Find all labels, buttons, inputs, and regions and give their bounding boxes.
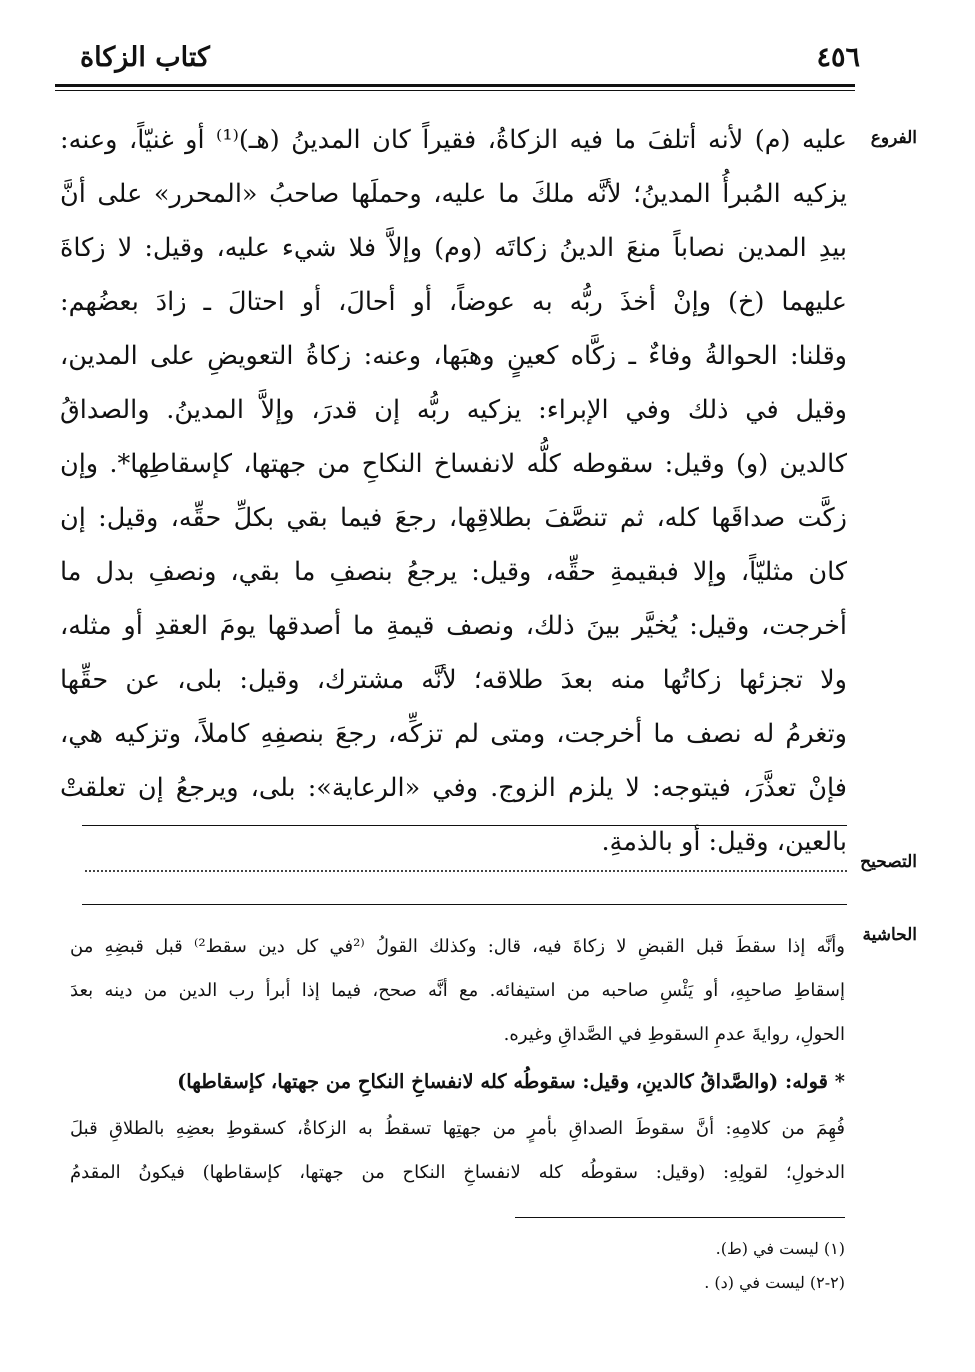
main-line: عليه (م) لأنه أتلفَ ما فيه الزكاةُ، فقيراً كان المدينُ (هـ)⁽¹⁾ أو غنيّاً، وعنه:	[60, 125, 847, 155]
label-hashiya: الحاشية	[862, 925, 917, 945]
main-line: عليهما (خ) وإنْ أخذَ ربُّه به عوضاً، أو أحالَ، أو احتالَ ـ زادَ بعضُهم:	[60, 287, 847, 317]
hashiya-line: الحولِ، روايةَ عدمِ السقوطِ في الصَّداقِ وغيره.	[503, 1024, 845, 1045]
tashih-dotted-line	[85, 866, 847, 872]
footnote: (٢-٢) ليست في (د) .	[704, 1273, 845, 1292]
main-line: وقلنا: الحوالةُ وفاءٌ ـ زكَّاه كعينٍ وهبَها، وعنه: زكاةُ التعويضِ على المدين،	[60, 341, 847, 371]
hashiya-line: إسقاطِ صاحبِهِ، أو يَئْسِ صاحبه من استيفائه. مع أنَّه صحح، فيما إذا أبرأ رب الدين من دينه بعدَ	[70, 980, 845, 1001]
hashiya-quote: * قوله: (والصَّداقُ كالدينِ، وقيل: سقوطُه كله لانفساخِ النكاحِ من جهتها، كإسقاطها)	[177, 1070, 845, 1093]
main-line: يزكيه المُبرأُ المدينُ؛ لأنَّه ملكَ ما عليه، وحملَها صاحبُ «المحرر» على أنَّ	[60, 179, 847, 209]
hashiya-line: وأنَّه إذا سقطَ قبل القبضِ لا زكاةَ فيه، قال: وكذلك القولُ ⁽²في كل دين سقط²⁾ قبل قبضِهِ من	[70, 936, 845, 957]
section-divider	[82, 904, 847, 905]
label-tashih: التصحيح	[860, 852, 917, 872]
hashiya-text	[70, 925, 845, 1195]
hashiya-line: فُهِمَ من كلامِهِ: أنَّ سقوطَ الصداقِ بأمرٍ من جهتِها تسقطُ به الزكاةُ، كسقوطِ بعضِهِ بالطلاقِ قبلَ	[70, 1118, 845, 1139]
page-number: ٤٥٦	[816, 42, 860, 73]
hashiya-line: الدخولِ؛ لقولِهِ: (وقيل: سقوطُه كله لانفساخِ النكاح من جهتها، كإسقاطها) فيكونُ المقدمُ	[70, 1162, 845, 1183]
main-line: وقيل في ذلك وفي الإبراء: يزكيه ربُّه إن قدرَ، وإلاَّ المدينُ. والصداقُ	[60, 395, 847, 425]
main-line: أخرجت، وقيل: يُخيَّر بينَ ذلك، ونصف قيمةِ ما أصدقها يومَ العقدِ أو مثله،	[60, 611, 847, 641]
main-line: زكَّت صداقَها كله، ثم تنصَّفَ بطلاقِها، رجعَ فيما بقي بكلِّ حقِّه، وقيل: إن	[60, 503, 847, 533]
main-line: وتغرمُ له نصف ما أخرجت، ومتى لم تزكِّه، رجعَ بنصفِهِ كاملاً، وتزكيه هي،	[60, 719, 847, 749]
header-rule-thick	[55, 84, 855, 87]
label-furu: الفروع	[870, 128, 917, 148]
main-text	[60, 113, 847, 869]
book-title: كتاب الزكاة	[80, 42, 210, 73]
section-divider	[82, 825, 847, 826]
page-header	[50, 40, 860, 82]
header-rule-thin	[55, 90, 855, 91]
main-line: بالعين، وقيل: أو بالذمةِ.	[601, 827, 847, 857]
footnotes	[445, 1232, 845, 1300]
footnote: (١) ليست في (ط).	[715, 1239, 845, 1258]
main-line: كالدين (و) وقيل: سقوطه كلُّه لانفساخ النكاحِ من جهتها، كإسقاطِها*. وإن	[60, 449, 847, 479]
footnote-rule	[515, 1217, 845, 1218]
main-line: بيدِ المدين نصاباً منعَ الدينُ زكاتَه (وم) وإلاَّ فلا شيء عليه، وقيل: لا زكاةَ	[60, 233, 847, 263]
main-line: كان مثليّاً، وإلا فبقيمةِ حقِّه، وقيل: يرجعُ بنصفِ ما بقي، ونصفِ بدل ما	[60, 557, 847, 587]
main-line: ولا تجزئها زكاتُها منه بعدَ طلاقه؛ لأنَّه مشترك، وقيل: بلى، عن حقِّها	[60, 665, 847, 695]
main-line: فإنْ تعذَّرَ، فيتوجه: لا يلزم الزوج. وفي «الرعاية»: بلى، ويرجعُ إن تعلقتْ	[60, 773, 847, 803]
